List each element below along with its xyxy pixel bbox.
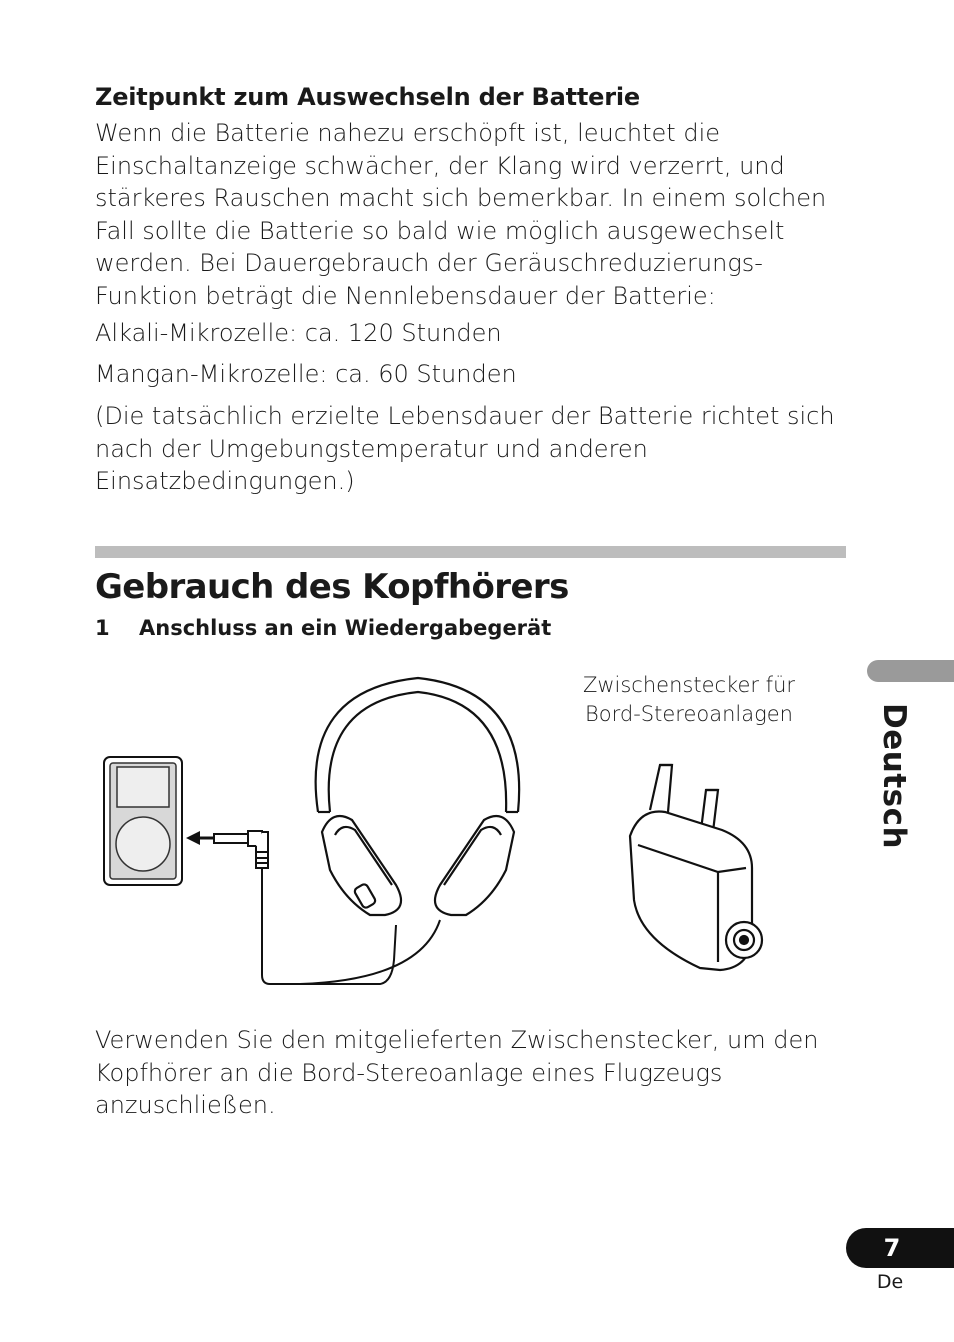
mini-plug-illustration <box>214 831 268 868</box>
section-title: Gebrauch des Kopfhörers <box>95 567 569 607</box>
battery-heading: Zeitpunkt zum Auswechseln der Batterie <box>95 83 640 111</box>
language-tab-bar <box>867 660 954 682</box>
flight-adapter-illustration <box>630 765 762 970</box>
page-language-code: De <box>876 1271 904 1293</box>
adapter-usage-paragraph: Verwenden Sie den mitgelieferten Zwischenstecker, um den Kopfhörer an die Bord-Stereoanlage eines Flugzeugs anzuschließen. <box>95 1026 819 1119</box>
step-label: Anschluss an ein Wiedergabegerät <box>139 616 552 640</box>
page-number-badge <box>846 1228 954 1268</box>
battery-note-paragraph: (Die tatsächlich erzielte Lebensdauer der Batterie richtet sich nach der Umgebungstemperatur und anderen Einsatzbedingungen.) <box>95 402 835 495</box>
media-player-illustration <box>104 757 182 885</box>
battery-intro-paragraph: Wenn die Batterie nahezu erschöpft ist, leuchtet die Einschaltanzeige schwächer, der Klang wird verzerrt, und stärkeres Rauschen macht sich bemerkbar. In einem solchen Fall sollte die Batterie so bald wie möglich ausgewechselt werden. Bei Dauergebrauch der Geräuschreduzierungs- Funktion beträgt die Nennlebensdauer der Batterie: <box>95 119 827 310</box>
step-number: 1 <box>95 616 110 640</box>
headphones-illustration <box>316 678 520 915</box>
page-number: 7 <box>883 1234 901 1262</box>
language-tab-label: Deutsch <box>876 703 912 850</box>
adapter-caption: Zwischenstecker für Bord-Stereoanlagen <box>582 673 796 726</box>
manganese-life: Mangan-Mikrozelle: ca. 60 Stunden <box>95 360 517 388</box>
alkaline-life: Alkali-Mikrozelle: ca. 120 Stunden <box>95 319 502 347</box>
